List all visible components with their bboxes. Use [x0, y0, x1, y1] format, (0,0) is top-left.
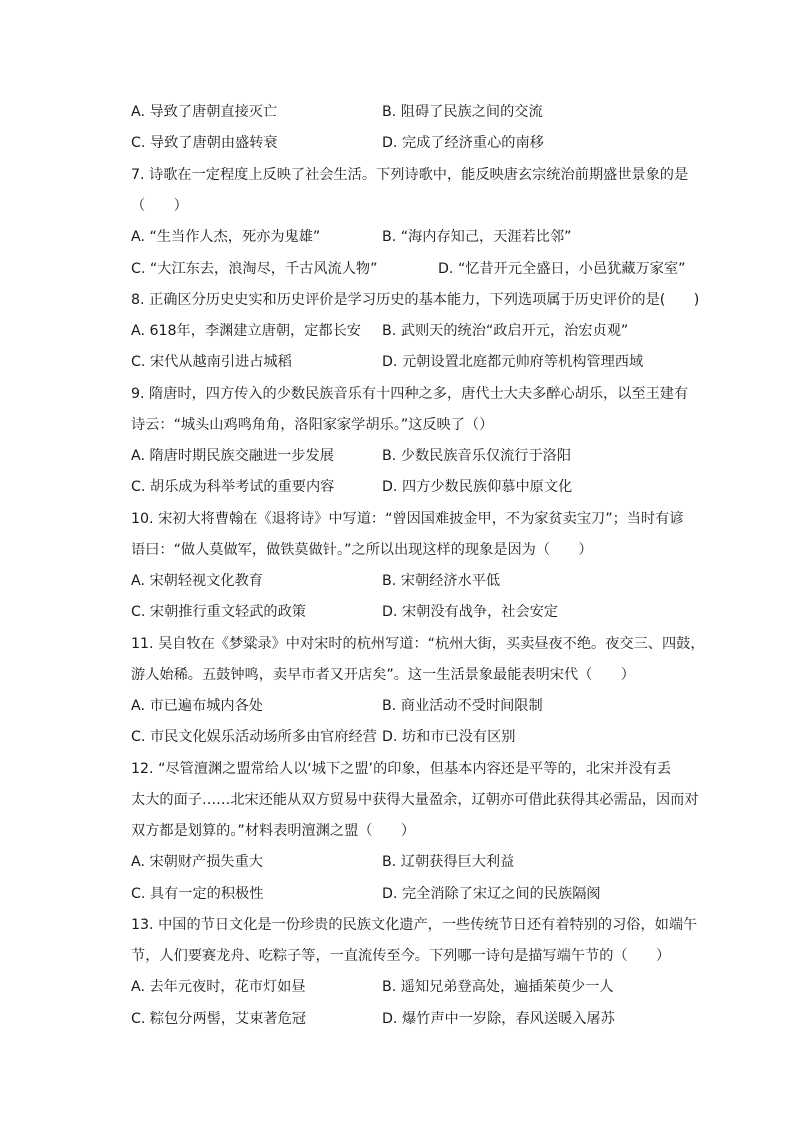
q8-option-c: C. 宋代从越南引进占城稻: [131, 354, 292, 370]
q11-stem-line-1: 11. 吴自牧在《梦粱录》中对宋时的杭州写道：“杭州大街，买卖昼夜不绝。夜交三、四鼓，: [131, 636, 705, 652]
q7-stem-line-1: 7. 诗歌在一定程度上反映了社会生活。下列诗歌中，能反映唐玄宗统治前期盛世景象的是: [131, 167, 689, 183]
q13-option-d: D. 爆竹声中一岁除，春风送暖入屠苏: [382, 1011, 615, 1027]
q6-option-d: D. 完成了经济重心的南移: [382, 135, 544, 151]
q11-option-c: C. 市民文化娱乐活动场所多由官府经营: [131, 729, 377, 745]
q6-option-b: B. 阻碍了民族之间的交流: [382, 104, 543, 120]
q12-option-b: B. 辽朝获得巨大利益: [382, 854, 515, 870]
q10-stem-line-2: 语曰：“做人莫做军，做铁莫做针。”之所以出现这样的现象是因为（ ）: [131, 542, 593, 558]
q13-option-a: A. 去年元夜时，花市灯如昼: [131, 979, 306, 995]
q9-option-a: A. 隋唐时期民族交融进一步发展: [131, 448, 334, 464]
q13-option-b: B. 遥知兄弟登高处，遍插茱萸少一人: [382, 979, 614, 995]
q12-option-d: D. 完全消除了宋辽之间的民族隔阂: [382, 886, 601, 902]
q9-option-b: B. 少数民族音乐仅流行于洛阳: [382, 448, 572, 464]
q6-option-a: A. 导致了唐朝直接灭亡: [131, 104, 278, 120]
q12-option-c: C. 具有一定的积极性: [131, 886, 264, 902]
q13-stem-line-2: 节，人们要赛龙舟、吃粽子等，一直流传至今。下列哪一诗句是描写端午节的（ ）: [131, 948, 671, 964]
q11-option-d: D. 坊和市已没有区别: [382, 729, 516, 745]
q12-stem-line-1: 12. “尽管澶渊之盟常给人以‘城下之盟’的印象，但基本内容还是平等的，北宋并没有丢: [131, 761, 672, 777]
q9-stem-line-2: 诗云：“城头山鸡鸣角角，洛阳家家学胡乐。”这反映了（）: [131, 417, 494, 433]
q11-stem-line-2: 游人始稀。五鼓钟鸣，卖早市者又开店矣”。这一生活景象最能表明宋代（ ）: [131, 667, 635, 683]
q7-option-d: D. “忆昔开元全盛日，小邑犹藏万家室”: [438, 261, 686, 277]
q7-option-c: C. “大江东去，浪淘尽，千古风流人物”: [131, 261, 378, 277]
q8-option-b: B. 武则天的统治“政启开元，治宏贞观”: [382, 323, 629, 339]
q8-stem-line-1: 8. 正确区分历史史实和历史评价是学习历史的基本能力，下列选项属于历史评价的是( ): [131, 292, 700, 308]
q9-option-c: C. 胡乐成为科举考试的重要内容: [131, 479, 335, 495]
q6-option-c: C. 导致了唐朝由盛转衰: [131, 135, 278, 151]
q7-option-b: B. “海内存知己，天涯若比邻”: [382, 229, 572, 245]
q8-option-a: A. 618年，李渊建立唐朝，定都长安: [131, 323, 361, 339]
q13-option-c: C. 粽包分两髻，艾束著危冠: [131, 1011, 306, 1027]
q10-option-d: D. 宋朝没有战争，社会安定: [382, 604, 559, 620]
q9-stem-line-1: 9. 隋唐时，四方传入的少数民族音乐有十四种之多，唐代士大夫多醉心胡乐，以至王建有: [131, 386, 689, 402]
q10-option-b: B. 宋朝经济水平低: [382, 573, 501, 589]
q12-stem-line-2: 太大的面子……北宋还能从双方贸易中获得大量盈余，辽朝亦可借此获得其必需品，因而对: [131, 792, 699, 808]
q7-stem-line-2: （ ）: [131, 198, 188, 214]
q7-option-a: A. “生当作人杰，死亦为鬼雄”: [131, 229, 321, 245]
q12-stem-line-3: 双方都是划算的。”材料表明澶渊之盟（ ）: [131, 823, 416, 839]
q12-option-a: A. 宋朝财产损失重大: [131, 854, 263, 870]
q11-option-b: B. 商业活动不受时间限制: [382, 698, 543, 714]
q11-option-a: A. 市已遍布城内各处: [131, 698, 263, 714]
q10-stem-line-1: 10. 宋初大将曹翰在《退将诗》中写道：“曾因国难披金甲，不为家贫卖宝刀”；当时有谚: [131, 511, 684, 527]
q9-option-d: D. 四方少数民族仰慕中原文化: [382, 479, 573, 495]
q10-option-a: A. 宋朝轻视文化教育: [131, 573, 263, 589]
q8-option-d: D. 元朝设置北庭都元帅府等机构管理西域: [382, 354, 644, 370]
q13-stem-line-1: 13. 中国的节日文化是一份珍贵的民族文化遗产，一些传统节日还有着特别的习俗，如端午: [131, 917, 698, 933]
q10-option-c: C. 宋朝推行重文轻武的政策: [131, 604, 306, 620]
